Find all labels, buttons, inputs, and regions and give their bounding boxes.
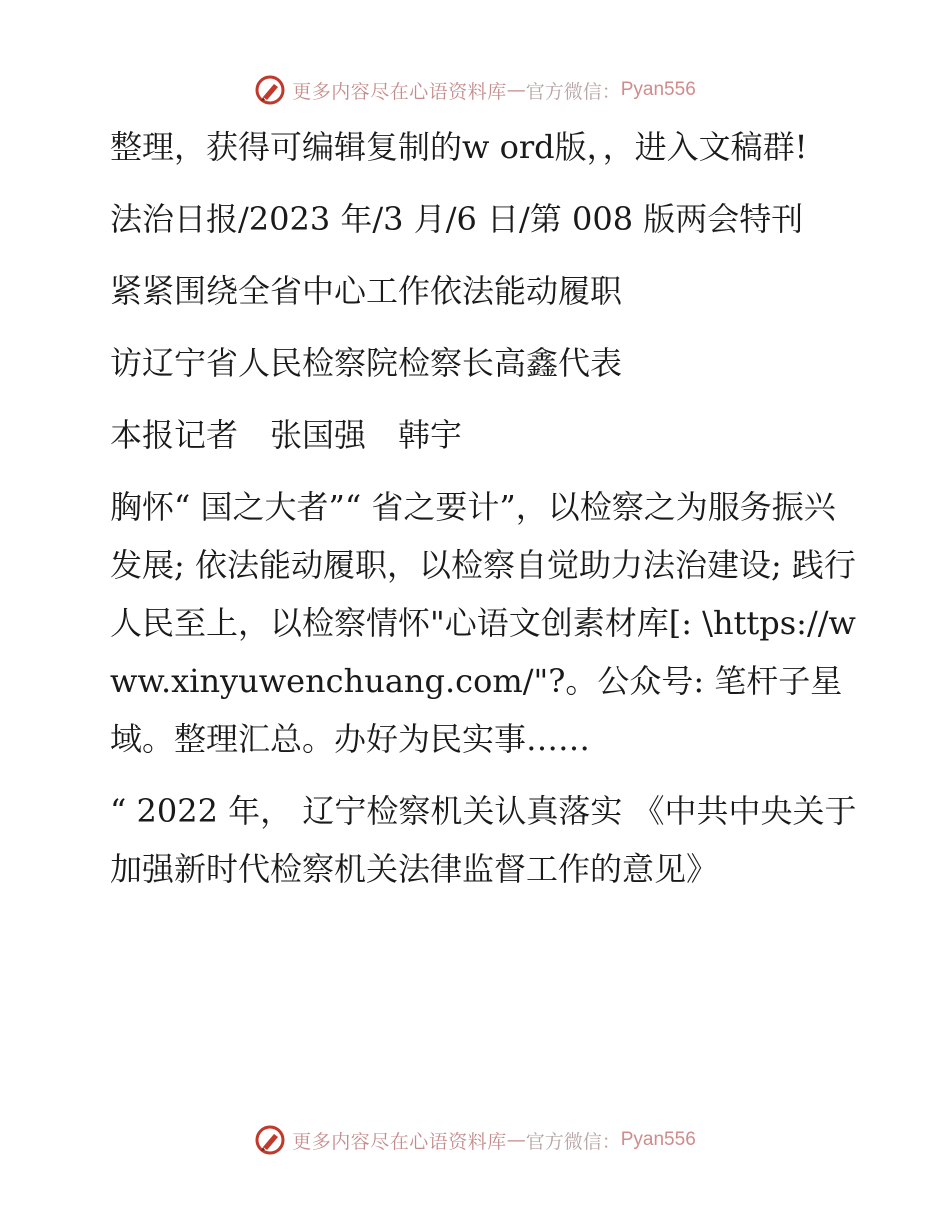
watermark-wechat-id: Pyan556 [620,1129,696,1150]
pen-logo-icon [254,74,286,106]
document-body [98,118,858,898]
paragraph-intro: 整理，获得可编辑复制的w ord版，，进入文稿群! [110,128,808,166]
paragraph-body-2: “ 2022 年， 辽宁检察机关认真落实 《中共中央关于加强新时代检察机关法律监督工作的意见》 [110,792,857,888]
watermark-wechat-id: Pyan556 [620,79,696,100]
watermark-brand-text: 更多内容尽在心语资料库 [292,1130,507,1153]
watermark-separator: — [506,79,526,101]
watermark-separator: — [506,1129,526,1151]
paragraph-body-1: 胸怀“ 国之大者”“ 省之要计”，以检察之为服务振兴发展; 依法能动履职，以检察自觉助力法治建设; 践行人民至上，以检察情怀"心语文创素材库[: \https://www.xinyuwenchuang.com/"?。公众号: 笔杆子星域。整理汇总。办好为民实事…… [110,488,856,758]
watermark-brand-text: 更多内容尽在心语资料库 [292,80,507,103]
header-watermark [0,70,950,110]
pen-logo-icon [254,1124,286,1156]
paragraph-source: 法治日报/2023 年/3 月/6 日/第 008 版两会特刊 [110,200,804,238]
watermark-wechat-label: 官方微信： [525,80,621,103]
article-subtitle: 访辽宁省人民检察院检察长高鑫代表 [110,344,623,382]
footer-watermark [0,1120,950,1160]
article-byline: 本报记者 张国强 韩宇 [110,416,463,454]
watermark-wechat-label: 官方微信： [525,1130,621,1153]
article-title: 紧紧围绕全省中心工作依法能动履职 [110,272,623,310]
